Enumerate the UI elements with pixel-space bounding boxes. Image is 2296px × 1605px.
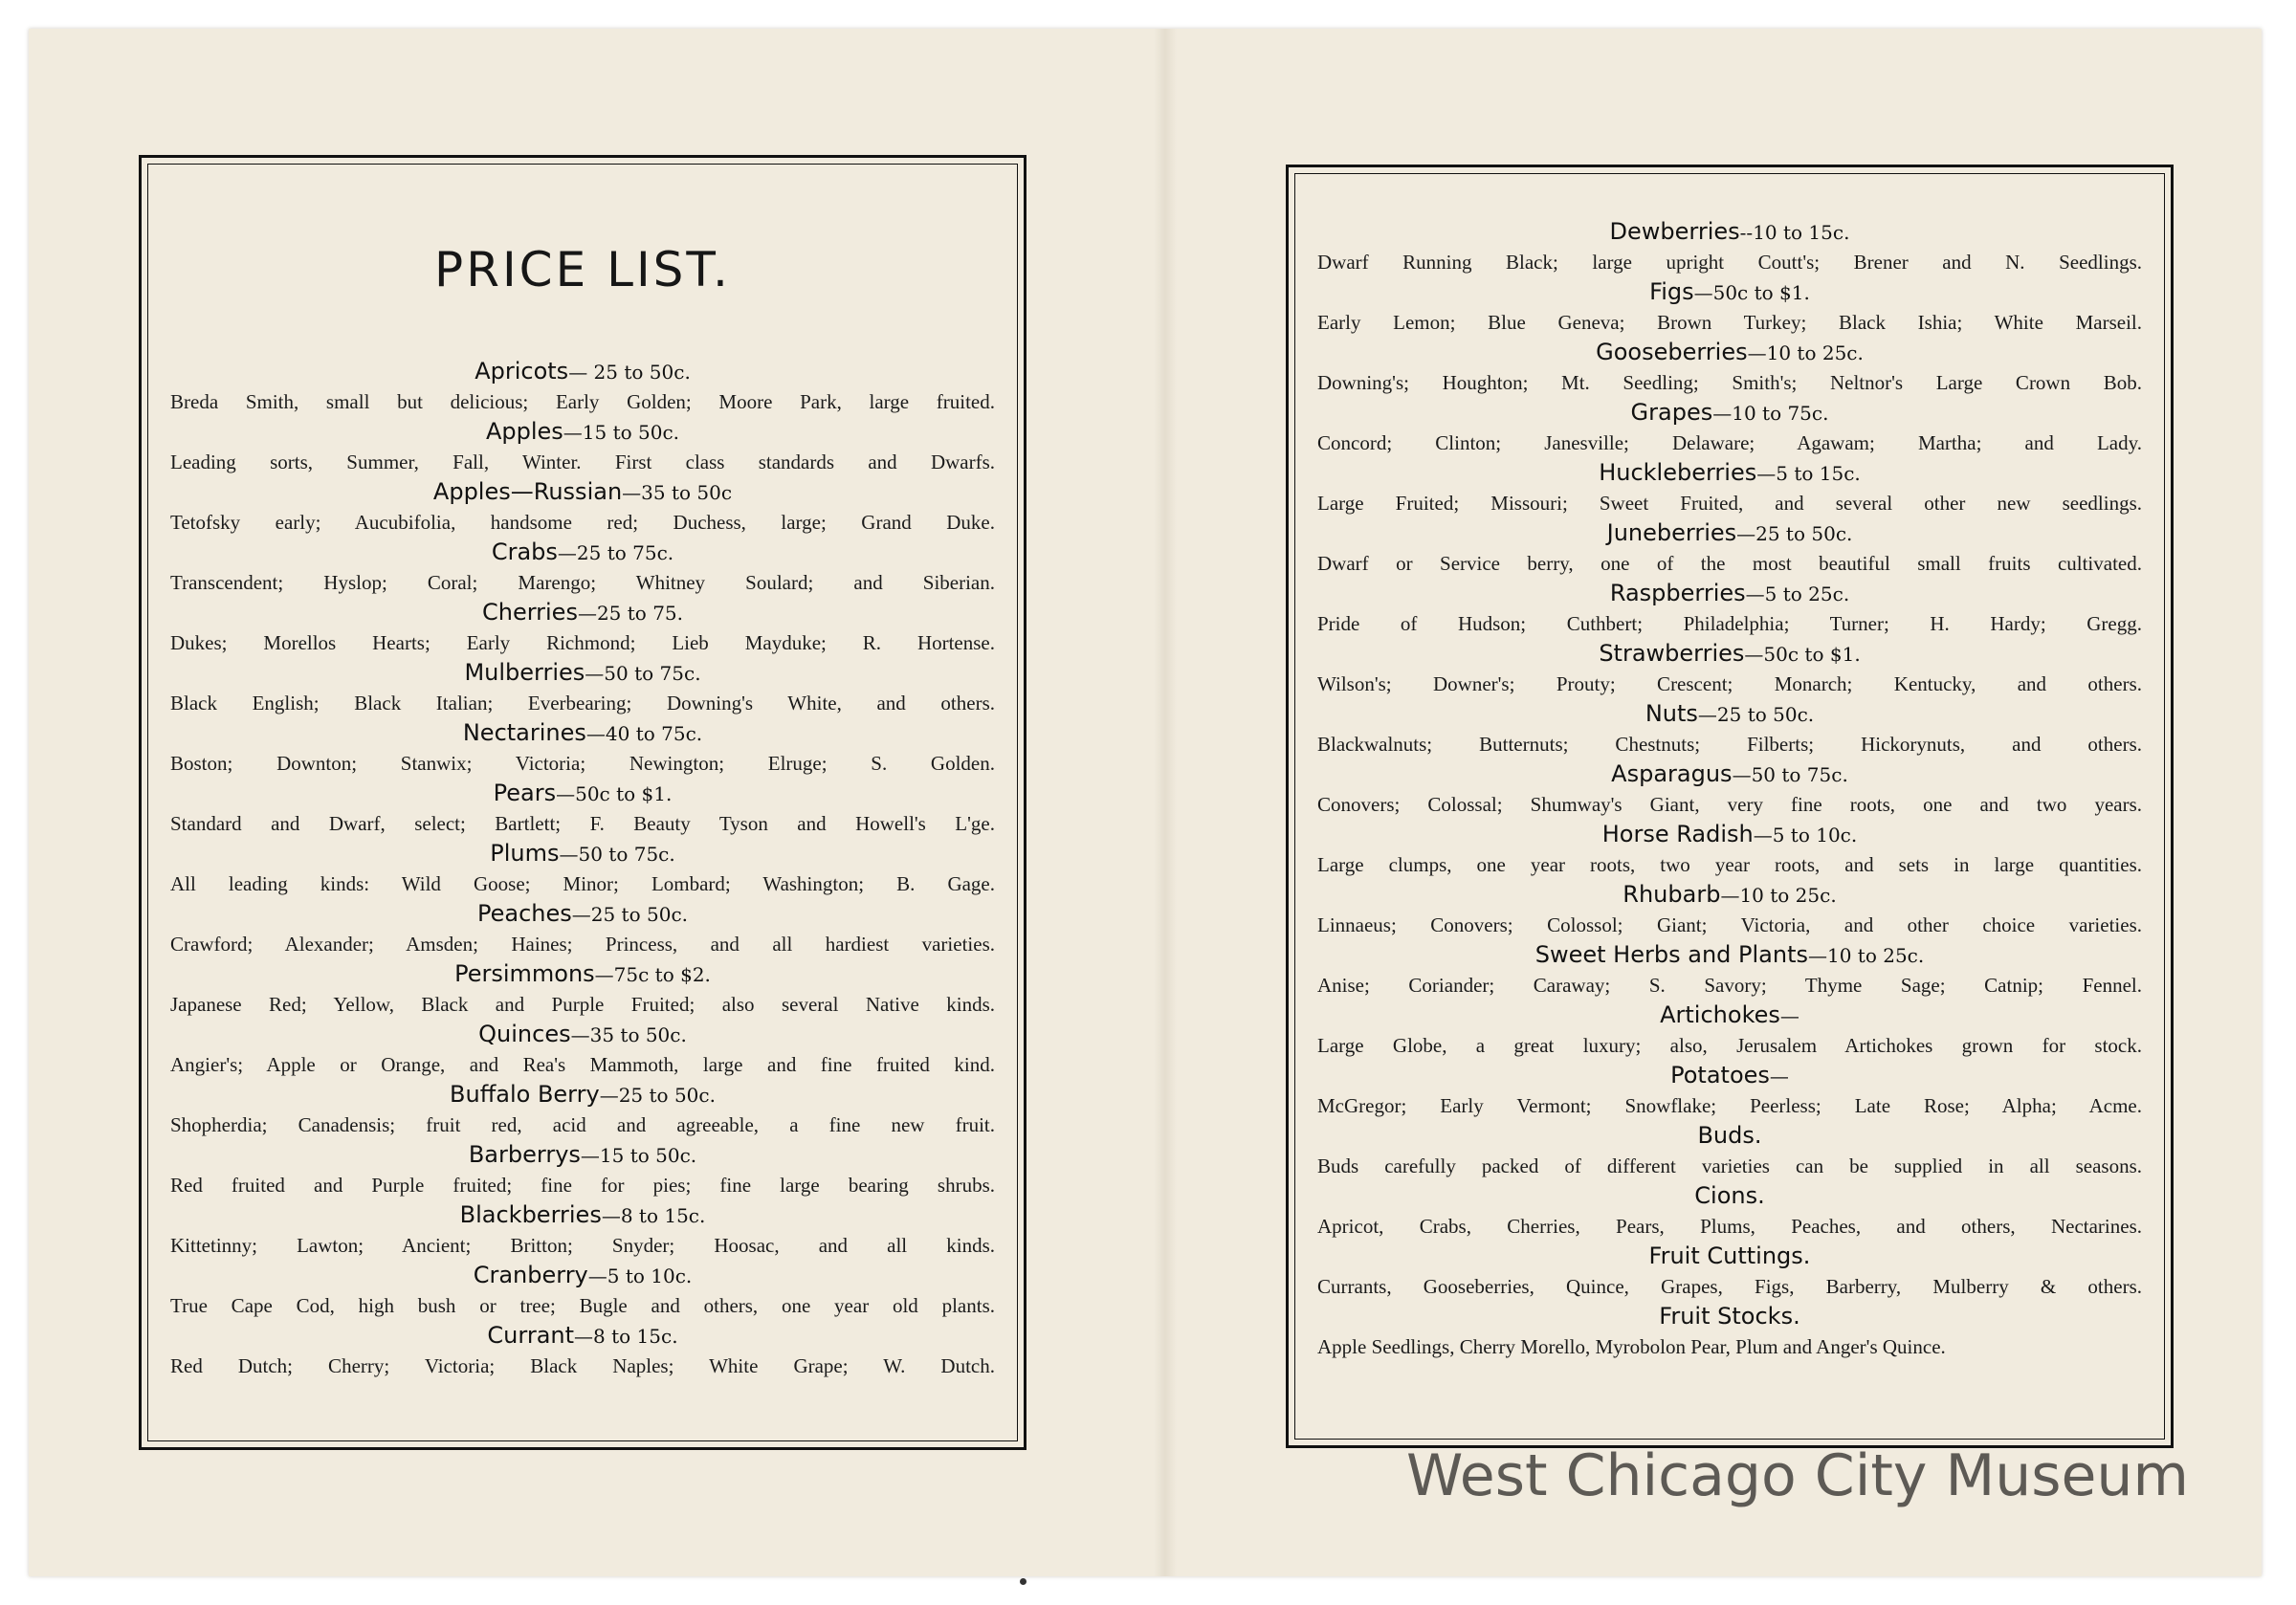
fruit-name: Fruit Stocks. [1659,1303,1800,1330]
variety-description: Linnaeus; Conovers; Colossol; Giant; Victoria, and other choice varieties. [1317,913,2142,936]
fruit-name: Grapes [1630,399,1713,426]
entry-heading [170,417,995,447]
price-range: —25 to 50c. [599,1084,716,1107]
entry-heading [170,357,995,386]
price-range: —15 to 50c. [580,1144,697,1167]
price-range: —5 to 10c. [587,1264,693,1287]
variety-description: Shopherdia; Canadensis; fruit red, acid and agreeable, a fine new fruit. [170,1113,995,1136]
ink-spot [1020,1578,1027,1585]
fruit-name: Apples [485,418,563,445]
price-entry [170,899,995,959]
entry-heading [1317,880,2142,910]
variety-description: Boston; Downton; Stanwix; Victoria; Newington; Elruge; S. Golden. [170,752,995,775]
price-range: —50c to $1. [1744,643,1861,666]
price-range: —50 to 75c. [585,662,701,685]
price-entry [170,1020,995,1080]
entry-heading [1317,338,2142,367]
price-range: —35 to 50c [622,481,733,504]
fruit-name: Fruit Cuttings. [1648,1242,1811,1269]
entry-heading [170,658,995,688]
fruit-name: Strawberries [1599,640,1745,667]
fruit-name: Buds. [1697,1122,1762,1149]
price-range: —25 to 50c. [1697,703,1815,726]
entry-heading [1317,1000,2142,1030]
price-entry [170,839,995,899]
price-entry [1317,820,2142,880]
fruit-name: Rhubarb [1623,881,1721,908]
fruit-name: Currant [487,1322,575,1349]
price-range: —25 to 75c. [557,541,674,564]
page-fold [1154,29,1177,1576]
entry-heading [170,779,995,808]
variety-description: Concord; Clinton; Janesville; Delaware; Agawam; Martha; and Lady. [1317,431,2142,454]
variety-description: Downing's; Houghton; Mt. Seedling; Smith's; Neltnor's Large Crown Bob. [1317,371,2142,394]
entry-heading [1317,1121,2142,1151]
fruit-name: Cherries [481,599,578,626]
variety-description: Large Fruited; Missouri; Sweet Fruited, and several other new seedlings. [1317,492,2142,515]
price-range: —5 to 10c. [1753,824,1858,846]
fruit-name: Dewberries [1609,218,1740,245]
entry-heading [170,959,995,989]
variety-description: Red Dutch; Cherry; Victoria; Black Naples; White Grape; W. Dutch. [170,1354,995,1377]
price-entry [170,1200,995,1261]
entry-heading [1317,1061,2142,1090]
price-range: — [1769,1065,1789,1088]
price-entry [1317,518,2142,579]
fruit-name: Peaches [476,900,572,927]
price-range: — [1779,1004,1799,1027]
price-range: — 25 to 50c. [568,361,691,384]
price-entry [1317,579,2142,639]
variety-description: Kittetinny; Lawton; Ancient; Britton; Snyder; Hoosac, and all kinds. [170,1234,995,1257]
price-range: —10 to 25c. [1747,341,1864,364]
variety-description: Buds carefully packed of different varieties can be supplied in all seasons. [1317,1154,2142,1177]
entry-heading [1317,458,2142,488]
fruit-name: Plums [490,840,560,867]
variety-description: Early Lemon; Blue Geneva; Brown Turkey; Black Ishia; White Marseil. [1317,311,2142,334]
variety-description: Standard and Dwarf, select; Bartlett; F. Beauty Tyson and Howell's L'ge. [170,812,995,835]
price-entry [170,538,995,598]
price-entry [1317,1181,2142,1242]
price-range: —75c to $2. [594,963,711,986]
page-title: PRICE LIST. [434,242,731,297]
price-entry [1317,639,2142,699]
price-range: —15 to 50c. [563,421,680,444]
price-entry [1317,458,2142,518]
catalog-sheet [29,29,2262,1576]
entry-heading [1317,940,2142,970]
entry-heading [1317,518,2142,548]
variety-description: Large clumps, one year roots, two year roots, and sets in large quantities. [1317,853,2142,876]
fruit-name: Apricots [475,358,569,385]
price-entry [170,658,995,718]
price-range: —8 to 15c. [574,1325,678,1348]
entry-heading [170,477,995,507]
price-entry [1317,1000,2142,1061]
entry-heading [1317,579,2142,608]
price-entry [1317,1121,2142,1181]
variety-description: Japanese Red; Yellow, Black and Purple Fruited; also several Native kinds. [170,993,995,1016]
price-range: --10 to 15c. [1739,221,1850,244]
entry-heading [170,538,995,567]
entry-heading [170,598,995,627]
fruit-name: Juneberries [1606,519,1737,546]
fruit-name: Cions. [1694,1182,1765,1209]
variety-description: Pride of Hudson; Cuthbert; Philadelphia; Turner; H. Hardy; Gregg. [1317,612,2142,635]
price-entry [170,357,995,417]
entry-heading [1317,820,2142,849]
price-entry [170,598,995,658]
entry-heading [170,839,995,868]
variety-description: Black English; Black Italian; Everbearing; Downing's White, and others. [170,692,995,715]
left-price-list [170,357,995,1381]
entry-heading [170,1200,995,1230]
fruit-name: Asparagus [1611,760,1733,787]
entry-heading [1317,699,2142,729]
price-range: —10 to 75c. [1712,402,1829,425]
price-range: —10 to 25c. [1720,884,1837,907]
fruit-name: Nectarines [462,719,586,746]
price-entry [1317,1242,2142,1302]
price-entry [170,779,995,839]
price-range: —25 to 75. [577,602,684,625]
fruit-name: Raspberries [1609,580,1746,606]
museum-watermark: West Chicago City Museum [1406,1442,2189,1509]
variety-description: Dwarf or Service berry, one of the most beautiful small fruits cultivated. [1317,552,2142,575]
price-entry [1317,940,2142,1000]
entry-heading [170,718,995,748]
variety-description: Conovers; Colossal; Shumway's Giant, very fine roots, one and two years. [1317,793,2142,816]
variety-description: Dwarf Running Black; large upright Coutt's; Brener and N. Seedlings. [1317,251,2142,274]
entry-heading [1317,398,2142,428]
entry-heading [170,1140,995,1170]
entry-heading [1317,217,2142,247]
fruit-name: Crabs [491,539,558,565]
price-range: —50 to 75c. [559,843,675,866]
right-page-content [1317,217,2142,1362]
price-entry [1317,1302,2142,1362]
variety-description: Leading sorts, Summer, Fall, Winter. First class standards and Dwarfs. [170,451,995,473]
variety-description: Currants, Gooseberries, Quince, Grapes, Figs, Barberry, Mulberry & others. [1317,1275,2142,1298]
entry-heading [170,899,995,929]
fruit-name: Buffalo Berry [450,1081,600,1108]
price-entry [1317,338,2142,398]
price-entry [170,477,995,538]
fruit-name: Potatoes [1670,1062,1770,1088]
price-range: —50c to $1. [1693,281,1810,304]
price-entry [1317,699,2142,759]
price-entry [1317,398,2142,458]
variety-description: All leading kinds: Wild Goose; Minor; Lombard; Washington; B. Gage. [170,872,995,895]
price-entry [1317,880,2142,940]
right-page-panel [1286,165,2174,1448]
fruit-name: Sweet Herbs and Plants [1534,941,1808,968]
fruit-name: Barberrys [468,1141,581,1168]
price-range: —50c to $1. [556,782,673,805]
fruit-name: Pears [493,780,557,806]
fruit-name: Gooseberries [1596,339,1748,365]
right-price-list [1317,217,2142,1362]
fruit-name: Cranberry [473,1262,588,1288]
variety-description: Apple Seedlings, Cherry Morello, Myrobolon Pear, Plum and Anger's Quince. [1317,1335,1946,1358]
price-entry [170,718,995,779]
price-entry [1317,277,2142,338]
price-range: —10 to 25c. [1807,944,1925,967]
variety-description: Anise; Coriander; Caraway; S. Savory; Thyme Sage; Catnip; Fennel. [1317,974,2142,997]
fruit-name: Huckleberries [1599,459,1757,486]
price-range: —40 to 75c. [585,722,703,745]
variety-description: McGregor; Early Vermont; Snowflake; Peerless; Late Rose; Alpha; Acme. [1317,1094,2142,1117]
price-entry [170,417,995,477]
fruit-name: Nuts [1645,700,1698,727]
entry-heading [170,1321,995,1351]
fruit-name: Blackberries [459,1201,602,1228]
variety-description: Red fruited and Purple fruited; fine for pies; fine large bearing shrubs. [170,1174,995,1197]
entry-heading [1317,1302,2142,1331]
fruit-name: Apples—Russian [432,478,623,505]
left-page-panel [139,155,1027,1450]
variety-description: True Cape Cod, high bush or tree; Bugle and others, one year old plants. [170,1294,995,1317]
fruit-name: Figs [1649,278,1694,305]
entry-heading [170,1261,995,1290]
price-entry [170,959,995,1020]
variety-description: Crawford; Alexander; Amsden; Haines; Princess, and all hardiest varieties. [170,933,995,956]
price-entry [170,1321,995,1381]
fruit-name: Quinces [478,1021,571,1047]
fruit-name: Mulberries [464,659,585,686]
variety-description: Dukes; Morellos Hearts; Early Richmond; Lieb Mayduke; R. Hortense. [170,631,995,654]
price-range: —5 to 15c. [1756,462,1861,485]
price-range: —25 to 50c. [571,903,688,926]
entry-heading [1317,277,2142,307]
price-entry [170,1080,995,1140]
price-range: —50 to 75c. [1732,763,1848,786]
fruit-name: Persimmons [454,960,595,987]
variety-description: Blackwalnuts; Butternuts; Chestnuts; Filberts; Hickorynuts, and others. [1317,733,2142,756]
variety-description: Transcendent; Hyslop; Coral; Marengo; Whitney Soulard; and Siberian. [170,571,995,594]
variety-description: Large Globe, a great luxury; also, Jerusalem Artichokes grown for stock. [1317,1034,2142,1057]
price-entry [170,1261,995,1321]
price-range: —8 to 15c. [601,1204,706,1227]
left-page-content [170,242,995,1381]
variety-description: Tetofsky early; Aucubifolia, handsome red; Duchess, large; Grand Duke. [170,511,995,534]
price-range: —35 to 50c. [570,1023,687,1046]
entry-heading [1317,1242,2142,1271]
entry-heading [1317,1181,2142,1211]
entry-heading [1317,759,2142,789]
entry-heading [170,1080,995,1110]
fruit-name: Horse Radish [1601,821,1754,847]
price-entry [170,1140,995,1200]
variety-description: Breda Smith, small but delicious; Early Golden; Moore Park, large fruited. [170,390,995,413]
entry-heading [1317,639,2142,669]
price-entry [1317,217,2142,277]
fruit-name: Artichokes [1660,1001,1780,1028]
variety-description: Angier's; Apple or Orange, and Rea's Mammoth, large and fine fruited kind. [170,1053,995,1076]
price-entry [1317,1061,2142,1121]
price-entry [1317,759,2142,820]
entry-heading [170,1020,995,1049]
price-range: —25 to 50c. [1736,522,1853,545]
price-range: —5 to 25c. [1745,583,1850,605]
variety-description: Wilson's; Downer's; Prouty; Crescent; Monarch; Kentucky, and others. [1317,672,2142,695]
variety-description: Apricot, Crabs, Cherries, Pears, Plums, Peaches, and others, Nectarines. [1317,1215,2142,1238]
